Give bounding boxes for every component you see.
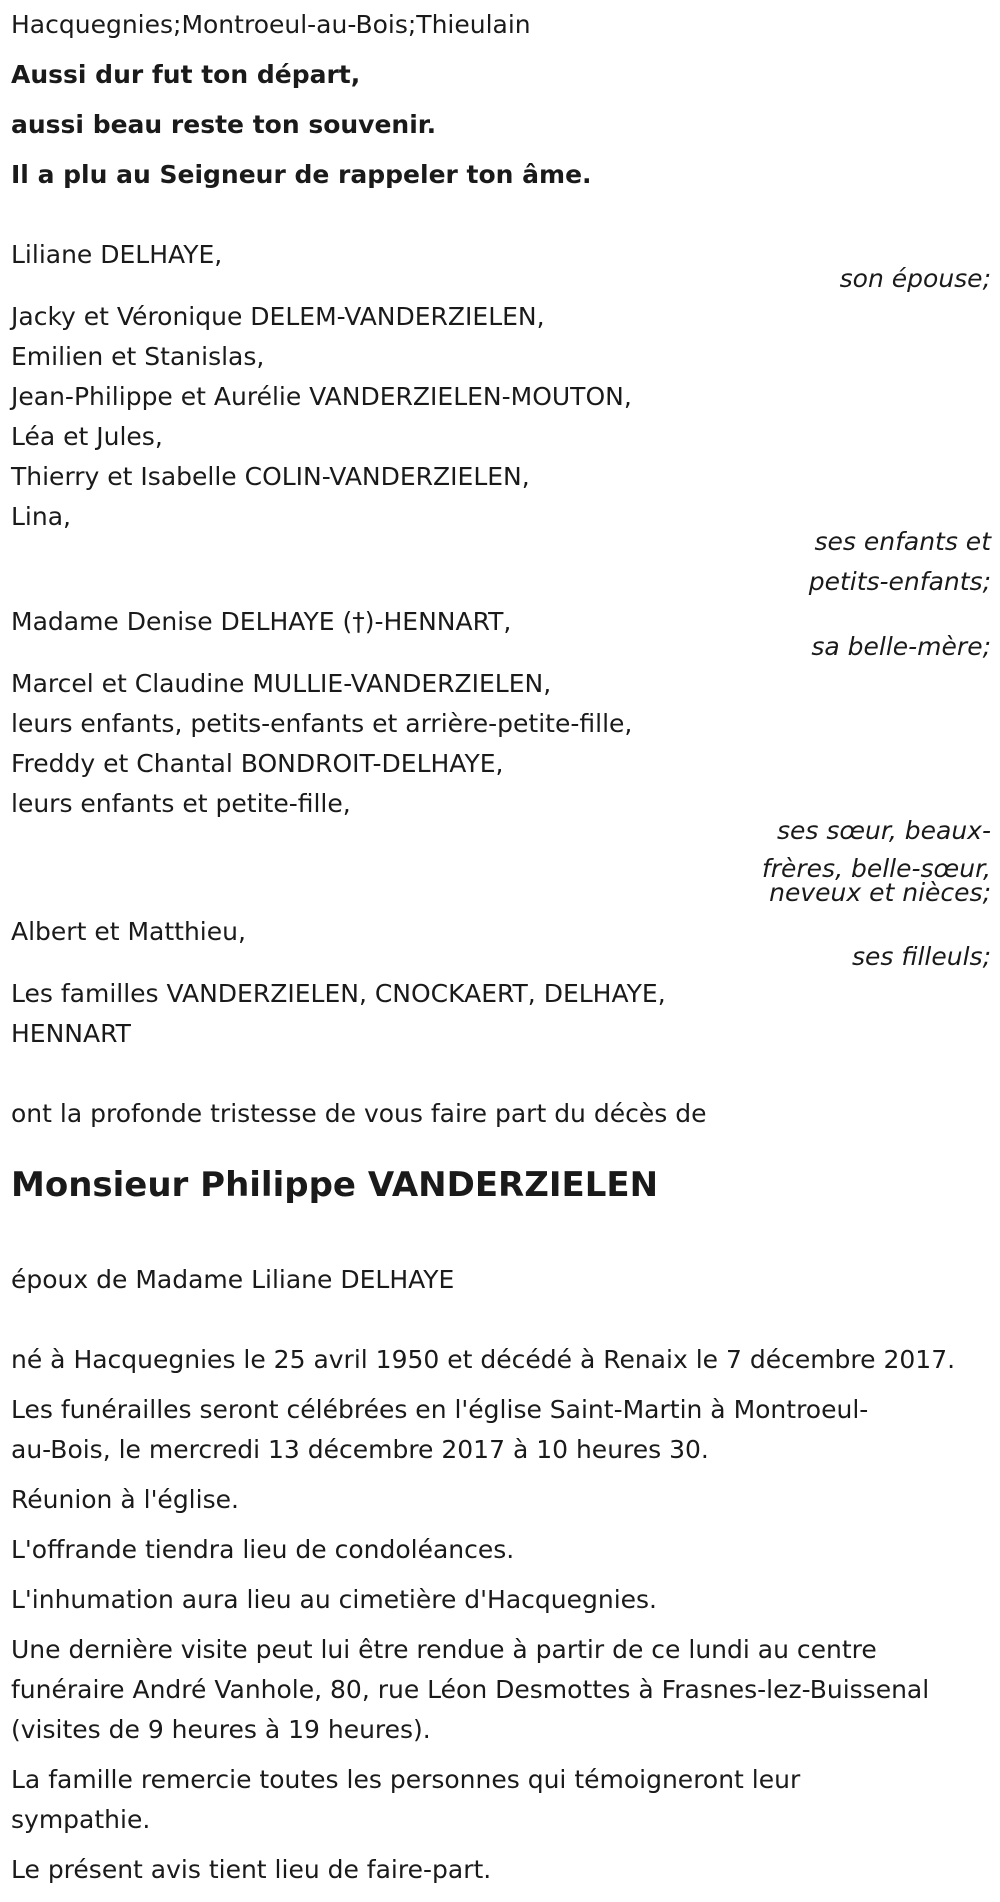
epitaph-line-1: Aussi dur fut ton départ, <box>11 60 361 89</box>
offering-line: L'offrande tiendra lieu de condoléances. <box>11 1535 515 1564</box>
epitaph-line-2: aussi beau reste ton souvenir. <box>11 110 437 139</box>
deceased-name: Monsieur Philippe VANDERZIELEN <box>11 1165 659 1205</box>
families-line-1: Les familles VANDERZIELEN, CNOCKAERT, DELHAYE, <box>11 979 666 1008</box>
siblings-role-line-2: frères, belle-sœur, <box>761 854 991 883</box>
birth-death-line: né à Hacquegnies le 25 avril 1950 et décédé à Renaix le 7 décembre 2017. <box>11 1345 956 1374</box>
godchildren-role: ses filleuls; <box>851 942 991 971</box>
families-line-2: HENNART <box>11 1019 131 1048</box>
child-line-2: Emilien et Stanislas, <box>11 342 265 371</box>
sibling-line-2: leurs enfants, petits-enfants et arrière-petite-fille, <box>11 709 633 738</box>
mother-in-law-role: sa belle-mère; <box>811 632 991 661</box>
sibling-line-1: Marcel et Claudine MULLIE-VANDERZIELEN, <box>11 669 552 698</box>
sibling-line-4: leurs enfants et petite-fille, <box>11 789 351 818</box>
mother-in-law: Madame Denise DELHAYE (†)-HENNART, <box>11 607 512 636</box>
sibling-line-3: Freddy et Chantal BONDROIT-DELHAYE, <box>11 749 504 778</box>
child-line-6: Lina, <box>11 502 71 531</box>
funeral-line-1: Les funérailles seront célébrées en l'église Saint-Martin à Montroeul- <box>11 1395 869 1424</box>
godchildren: Albert et Matthieu, <box>11 917 246 946</box>
announcement-intro: ont la profonde tristesse de vous faire part du décès de <box>11 1099 707 1128</box>
visit-line-2: funéraire André Vanhole, 80, rue Léon Desmottes à Frasnes-lez-Buissenal <box>11 1675 930 1704</box>
locations-header: Hacquegnies;Montroeul-au-Bois;Thieulain <box>11 10 531 39</box>
spouse-name: Liliane DELHAYE, <box>11 240 223 269</box>
thanks-line-2: sympathie. <box>11 1805 151 1834</box>
notice-line: Le présent avis tient lieu de faire-part. <box>11 1855 492 1884</box>
siblings-role-line-3: neveux et nièces; <box>769 878 991 907</box>
child-line-4: Léa et Jules, <box>11 422 163 451</box>
child-line-3: Jean-Philippe et Aurélie VANDERZIELEN-MOUTON, <box>11 382 632 411</box>
visit-line-1: Une dernière visite peut lui être rendue à partir de ce lundi au centre <box>11 1635 877 1664</box>
burial-line: L'inhumation aura lieu au cimetière d'Hacquegnies. <box>11 1585 657 1614</box>
children-role-line-2: petits-enfants; <box>808 567 991 596</box>
epitaph-line-3: Il a plu au Seigneur de rappeler ton âme. <box>11 160 592 189</box>
siblings-role-line-1: ses sœur, beaux- <box>776 816 991 845</box>
spouse-line: époux de Madame Liliane DELHAYE <box>11 1265 455 1294</box>
thanks-line-1: La famille remercie toutes les personnes qui témoigneront leur <box>11 1765 801 1794</box>
child-line-5: Thierry et Isabelle COLIN-VANDERZIELEN, <box>11 462 530 491</box>
children-role-line-1: ses enfants et <box>814 527 991 556</box>
meeting-line: Réunion à l'église. <box>11 1485 239 1514</box>
child-line-1: Jacky et Véronique DELEM-VANDERZIELEN, <box>11 302 545 331</box>
spouse-role: son épouse; <box>839 264 991 293</box>
funeral-line-2: au-Bois, le mercredi 13 décembre 2017 à 10 heures 30. <box>11 1435 709 1464</box>
visit-line-3: (visites de 9 heures à 19 heures). <box>11 1715 431 1744</box>
